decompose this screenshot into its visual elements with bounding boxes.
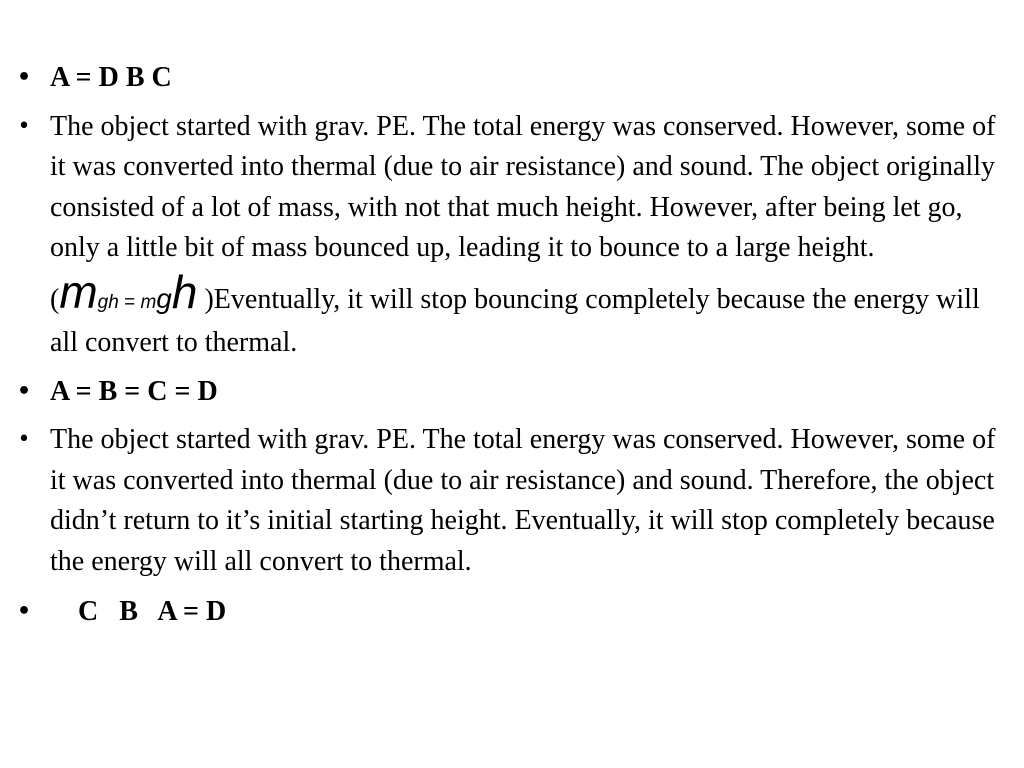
bullet-marker: • xyxy=(16,378,32,404)
bullet-list xyxy=(14,58,1010,633)
formula-equals: = xyxy=(118,291,141,313)
bullet-marker: • xyxy=(17,113,31,139)
formula-mgh xyxy=(50,265,214,318)
formula-close-paren: ) xyxy=(197,283,214,315)
formula-g: g xyxy=(156,282,172,314)
explanation-2-text: The object started with grav. PE. The total energy was conserved. However, some of it was converted into thermal (due to air resistance) and sound. Therefore, the object didn’t return to it’s initial starting height. Eventually, it will stop completely because the energy will all convert to thermal. xyxy=(50,424,996,577)
answer-ranking-2: A = B = C = D xyxy=(50,375,218,407)
formula-m-large: m xyxy=(59,265,98,318)
list-item-answer-1 xyxy=(14,58,1010,99)
formula-h-large: h xyxy=(171,265,198,318)
answer-ranking-3: C B A = D xyxy=(50,596,227,627)
explanation-1-text-before: The object started with grav. PE. The total energy was conserved. However, some of it was converted into thermal (due to air resistance) and sound. The object originally consisted of a lot of mass, with not that much height. However, after being let go, only a little bit of mass bounced up, leading it to bounce to a large height. xyxy=(50,110,996,263)
bullet-marker: • xyxy=(16,65,32,90)
formula-g-small: g xyxy=(97,291,109,313)
list-item-explanation-1 xyxy=(14,107,1010,364)
list-item-explanation-2 xyxy=(14,420,1010,582)
list-item-answer-2 xyxy=(14,372,1010,413)
list-item-answer-3 xyxy=(14,592,1010,633)
formula-m-small: m xyxy=(140,291,157,313)
answer-ranking-1: A = D B C xyxy=(50,62,172,93)
bullet-marker: • xyxy=(17,427,31,452)
formula-h-small: h xyxy=(108,291,119,313)
bullet-marker: • xyxy=(16,599,32,624)
formula-open-paren: ( xyxy=(50,283,60,315)
explanation-1-text-after: Eventually, it will stop bouncing completely because the energy will all convert to thermal. xyxy=(50,283,980,358)
